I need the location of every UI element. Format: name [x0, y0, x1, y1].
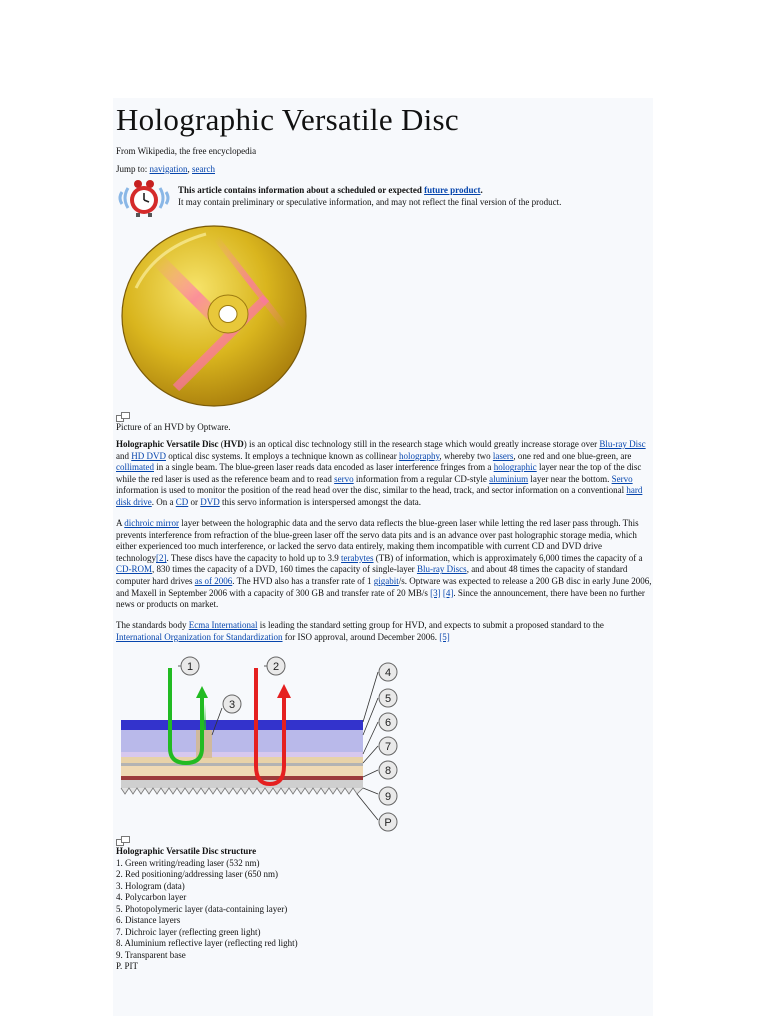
hvd-disc-image[interactable]	[116, 218, 310, 412]
link-terabytes[interactable]: terabytes	[341, 552, 374, 563]
structure-heading: Holographic Versatile Disc structure	[116, 846, 257, 856]
green-laser-fade	[200, 704, 206, 730]
link-servo[interactable]: servo	[334, 473, 354, 484]
marker-6-label: 6	[384, 717, 392, 729]
list-item: 2. Red positioning/addressing laser (650 nm)	[116, 869, 278, 879]
list-item: 6. Distance layers	[116, 915, 181, 925]
layer-distance-2	[121, 757, 363, 763]
marker-8-label: 8	[384, 765, 392, 777]
link-dichroic-mirror[interactable]: dichroic mirror	[124, 518, 179, 528]
link-holography[interactable]: holography	[398, 450, 440, 461]
layer-red-line	[121, 776, 363, 780]
link-blu-ray-discs[interactable]: Blu-ray Discs	[416, 564, 467, 575]
link-blu-ray-disc[interactable]: Blu-ray Disc	[599, 439, 646, 449]
jump-to-label: Jump to:	[116, 164, 148, 174]
page-title: Holographic Versatile Disc	[116, 102, 459, 137]
ref-5[interactable]: [5]	[439, 631, 450, 642]
marker-p-label: P	[384, 817, 392, 829]
marker-5-label: 5	[384, 693, 392, 705]
list-item: 9. Transparent base	[116, 949, 186, 960]
enlarge-icon[interactable]	[116, 412, 130, 422]
paragraph-standards: The standards body Ecma International is leading the standard setting group for HVD, and expects to submit a proposed standard to the International Organization for Standardization for ISO approval, around December 2006. [5]	[116, 620, 604, 642]
marker-9-label: 9	[384, 791, 392, 803]
navigation-link[interactable]: navigation	[149, 164, 188, 174]
link-dvd[interactable]: DVD	[200, 496, 220, 507]
ref-4[interactable]: [4]	[442, 587, 454, 598]
layer-aluminium-band	[121, 766, 363, 776]
link-aluminium[interactable]: aluminium	[489, 473, 529, 484]
paragraph-dichroic: A dichroic mirror layer between the holographic data and the servo data reflects the blue-green laser while letting the red laser pass through. This prevents interference from refraction of the blue-green laser off the servo data pits and is an advance over past holographic storage media, which either experienced too much interference, or lacked the servo data entirely, making them incompatible with current CD and DVD drive technology[2]. These discs have the capacity to hold up to 3.9 terabytes (TB) of information, which is approximately 6,000 times the capacity of a CD-ROM, 830 times the capacity of a DVD, 160 times the capacity of single-layer Blu-ray Discs, and about 48 times the capacity of standard computer hard drives as of 2006. The HVD also has a transfer rate of 1 gigabit/s. Optware was expected to release a 200 GB disc in early June 2006, and Maxell in September 2006 with a capacity of 300 GB and transfer rate of 20 MB/s [3] [4]. Since the announcement, there have been no further news or products on market.	[116, 518, 652, 610]
marker-3-label: 3	[228, 699, 236, 711]
subtitle: From Wikipedia, the free encyclopedia	[116, 146, 257, 156]
list-item: 1. Green writing/reading laser (532 nm)	[116, 857, 260, 868]
list-item: 4. Polycarbon layer	[116, 892, 187, 902]
future-product-link[interactable]: future product	[424, 185, 481, 195]
red-laser-arrow	[277, 684, 291, 698]
link-servo-2[interactable]: Servo	[611, 473, 633, 484]
link-cd[interactable]: CD	[175, 496, 189, 507]
link-iso[interactable]: International Organization for Standardization	[116, 631, 283, 642]
ref-3[interactable]: [3]	[430, 587, 441, 598]
clock-notice-icon	[116, 178, 172, 218]
link-hd-dvd[interactable]: HD DVD	[131, 450, 166, 461]
structure-legend	[116, 846, 516, 973]
marker-4-label: 4	[384, 667, 392, 679]
future-product-notice: This article contains information about a scheduled or expected future product. It may contain preliminary or speculative information, and may not reflect the final version of the product.	[178, 184, 648, 208]
list-item: 8. Aluminium reflective layer (reflecting red light)	[116, 938, 298, 948]
link-gigabit[interactable]: gigabit	[373, 575, 399, 586]
layer-distance-1	[121, 752, 363, 757]
link-holographic[interactable]: holographic	[493, 462, 537, 473]
marker-7-label: 7	[384, 741, 392, 753]
layer-dichroic	[121, 763, 363, 766]
marker-2-label: 2	[272, 661, 280, 673]
structure-list	[116, 858, 516, 973]
hvd-structure-diagram[interactable]	[116, 650, 410, 834]
green-laser-arrow	[196, 686, 208, 698]
link-lasers[interactable]: lasers	[492, 450, 514, 461]
notice-detail: It may contain preliminary or speculative information, and may not reflect the final version of the product.	[178, 197, 562, 207]
list-item: 5. Photopolymeric layer (data-containing layer)	[116, 903, 288, 914]
image-caption: Picture of an HVD by Optware.	[116, 422, 231, 432]
link-cd-rom[interactable]: CD-ROM	[116, 564, 153, 575]
list-item: P. PIT	[116, 961, 139, 971]
marker-1-label: 1	[186, 661, 194, 673]
list-item: 3. Hologram (data)	[116, 880, 185, 891]
search-link[interactable]: search	[192, 164, 215, 174]
jump-to-links: Jump to: navigation, search	[116, 164, 215, 174]
list-item: 7. Dichroic layer (reflecting green light)	[116, 926, 261, 937]
paragraph-intro: Holographic Versatile Disc (HVD) is an optical disc technology still in the research stage which would greatly increase storage over Blu-ray Disc and HD DVD optical disc systems. It employs a technique known as collinear holography, whereby two lasers, one red and one blue-green, are collimated in a single beam. The blue-green laser reads data encoded as laser interference fringes from a holographic layer near the top of the disc while the red laser is used as the reference beam and to read servo information from a regular CD-style aluminium layer near the bottom. Servo information is used to monitor the position of the read head over the disc, similar to the head, track, and sector information on a conventional hard disk drive. On a CD or DVD this servo information is interspersed amongst the data.	[116, 439, 646, 507]
link-hard-disk-drive[interactable]: hard disk drive	[116, 485, 643, 507]
layer-polycarbon	[121, 720, 363, 730]
link-ecma-international[interactable]: Ecma International	[188, 620, 258, 630]
layer-photopolymer	[121, 730, 363, 752]
ref-2[interactable]: [2]	[156, 552, 167, 563]
link-collimated[interactable]: collimated	[116, 462, 154, 473]
pit-surface	[121, 788, 363, 794]
enlarge-icon-2[interactable]	[116, 836, 130, 846]
link-as-of-2006[interactable]: as of 2006	[194, 575, 233, 586]
layer-transparent-base	[121, 780, 363, 788]
